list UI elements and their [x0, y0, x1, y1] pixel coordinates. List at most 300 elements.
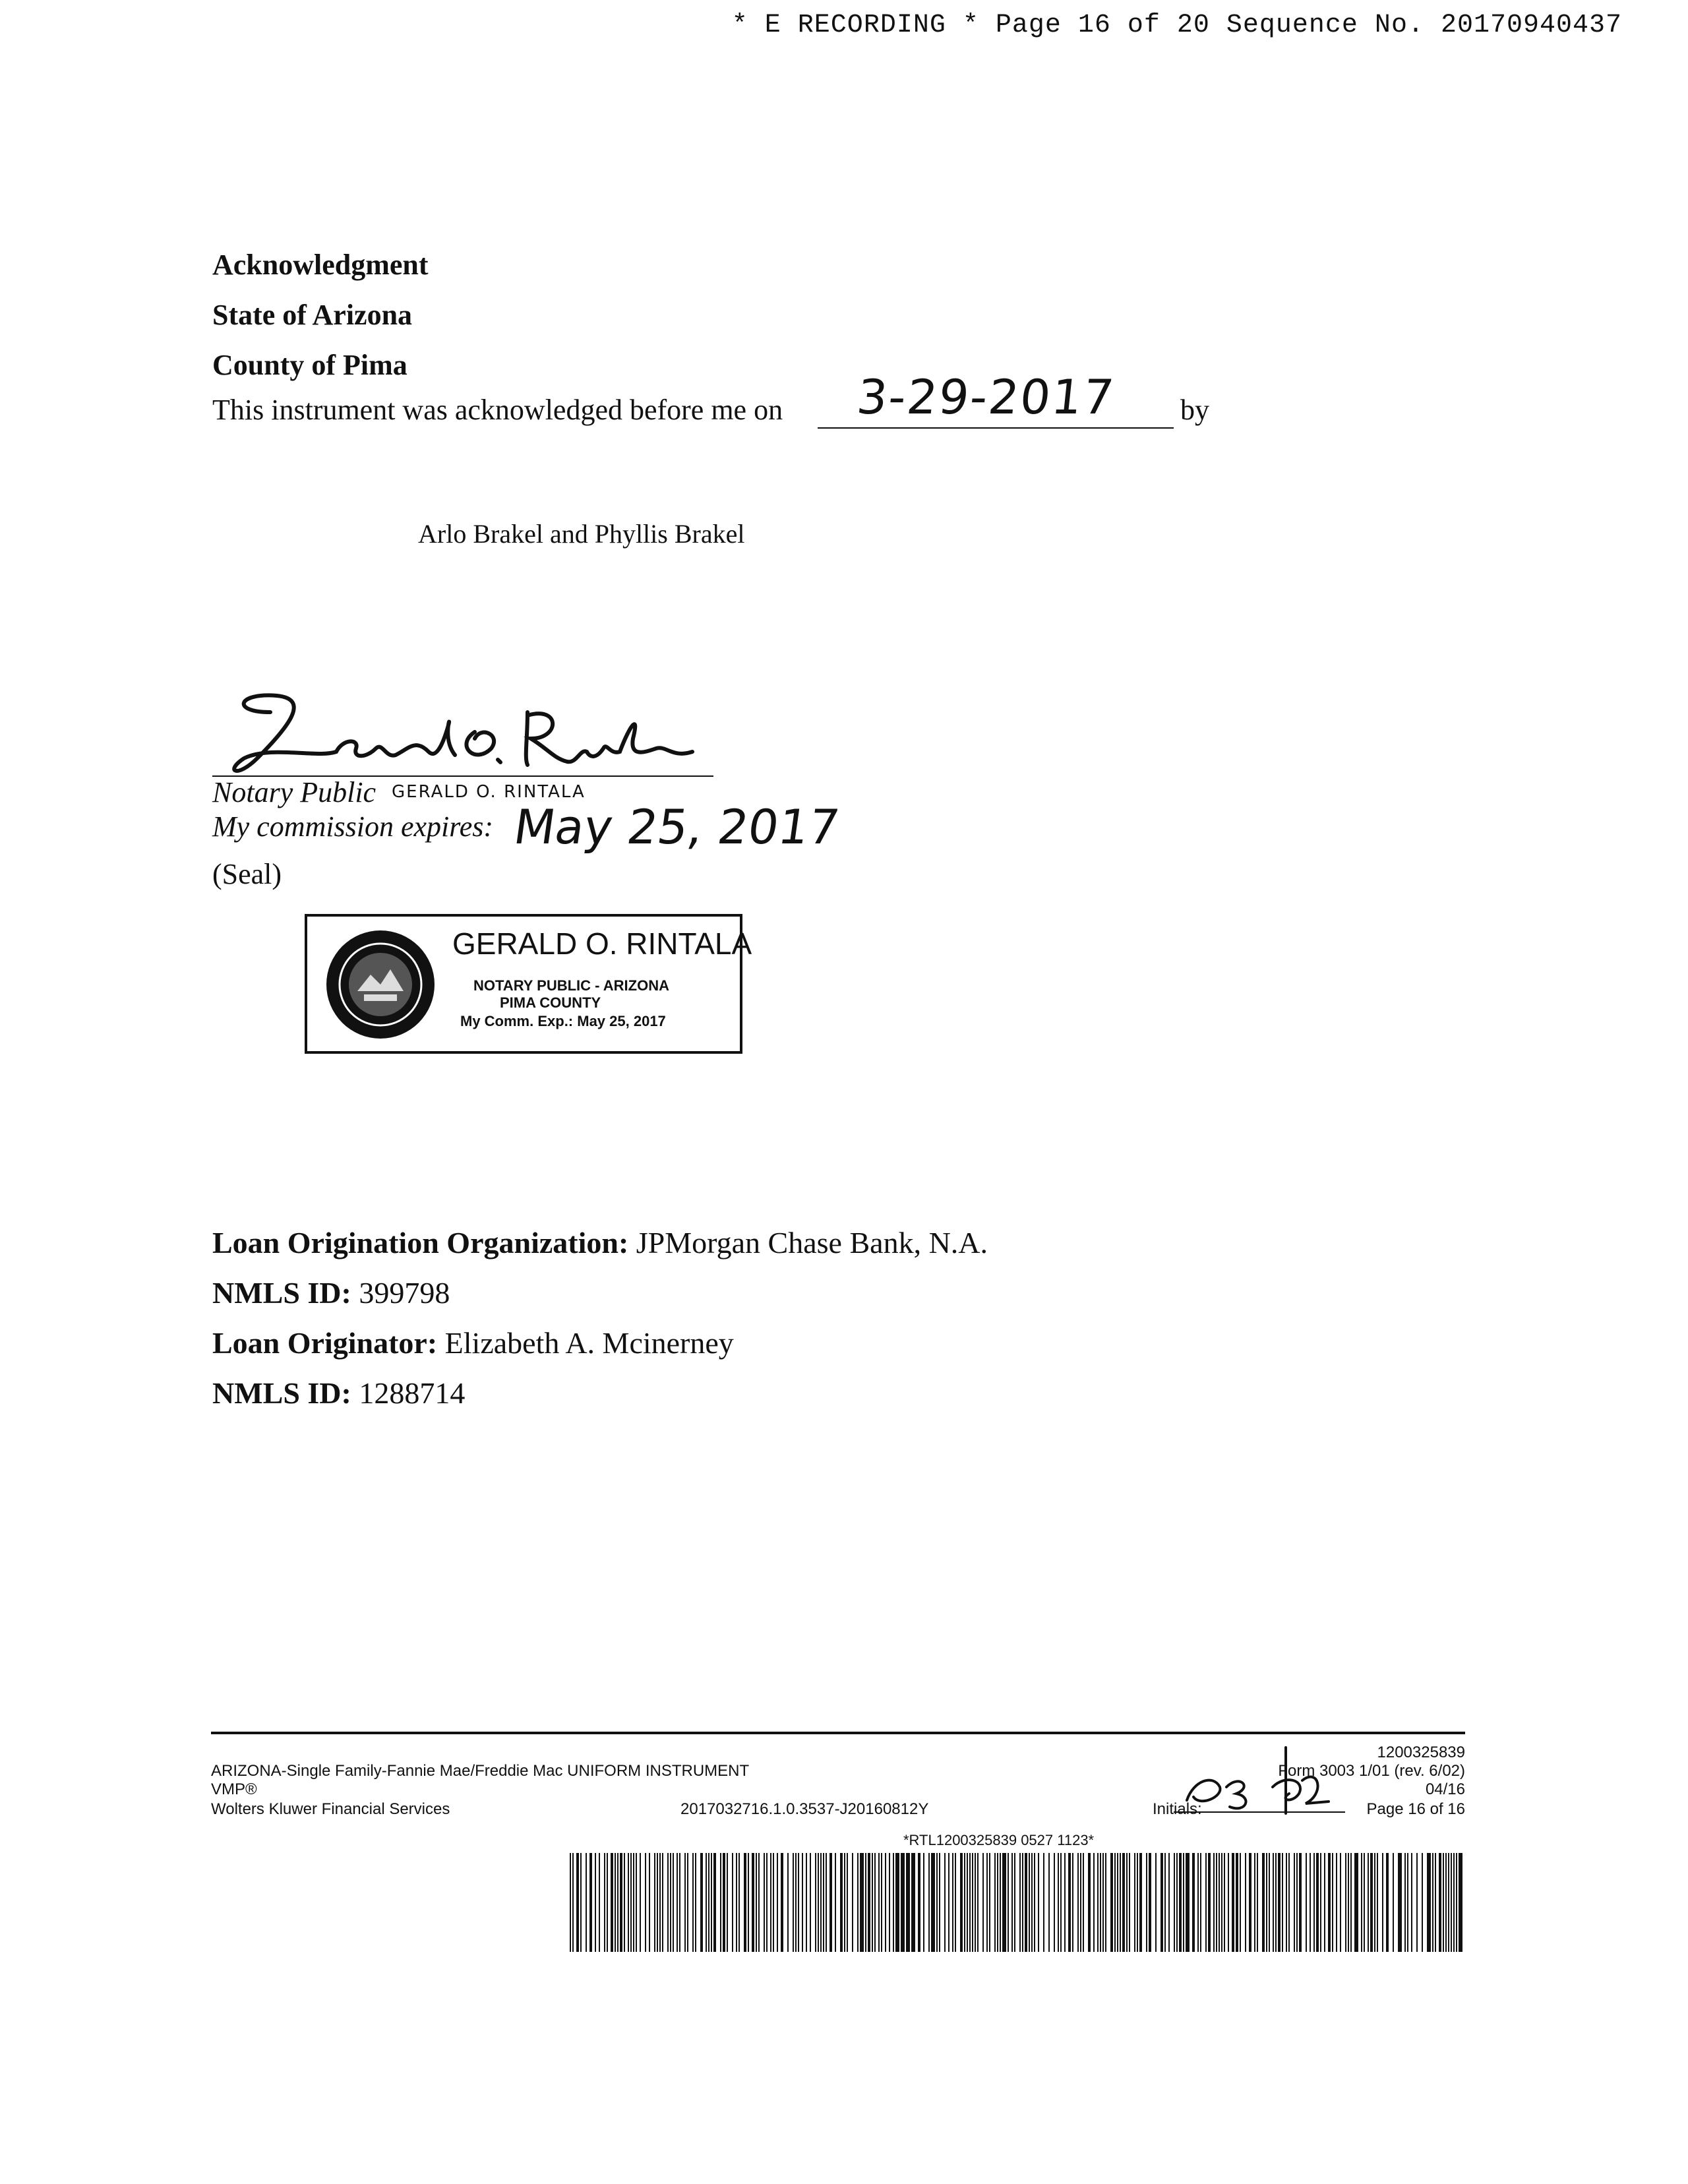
- barcode-bar: [695, 1853, 696, 1952]
- barcode-bar: [1088, 1853, 1089, 1952]
- barcode-bar: [907, 1853, 909, 1952]
- barcode-bar: [1002, 1853, 1004, 1952]
- barcode-bar: [1459, 1853, 1460, 1952]
- barcode-bar: [1254, 1853, 1255, 1952]
- barcode-bar: [909, 1853, 910, 1952]
- footer-revision: 04/16: [1425, 1780, 1465, 1798]
- barcode-bar: [766, 1853, 768, 1952]
- barcode-bar: [860, 1853, 861, 1952]
- barcode-bar: [1129, 1853, 1130, 1952]
- barcode-bar: [1162, 1853, 1163, 1952]
- barcode-bar: [713, 1853, 715, 1952]
- barcode-bar: [1060, 1853, 1062, 1952]
- barcode-bar: [895, 1853, 897, 1952]
- barcode-bar: [1435, 1853, 1436, 1952]
- nmls-label: NMLS ID:: [212, 1276, 351, 1310]
- barcode-bar: [1005, 1853, 1006, 1952]
- barcode-bar: [1164, 1853, 1166, 1952]
- loan-org-value: JPMorgan Chase Bank, N.A.: [636, 1226, 988, 1259]
- barcode-bar: [897, 1853, 898, 1952]
- barcode-bar: [1361, 1853, 1362, 1952]
- barcode-bar: [1205, 1853, 1207, 1952]
- barcode-bar: [1445, 1853, 1447, 1952]
- barcode-bar: [969, 1853, 971, 1952]
- barcode-bar: [902, 1853, 903, 1952]
- barcode-bar: [1141, 1853, 1142, 1952]
- barcode-bar: [1416, 1853, 1418, 1952]
- barcode-bar: [840, 1853, 841, 1952]
- barcode-bar: [913, 1853, 914, 1952]
- barcode-bar: [868, 1853, 869, 1952]
- barcode-bar: [831, 1853, 832, 1952]
- footer-page: Page 16 of 16: [1366, 1800, 1465, 1818]
- barcode-bar: [673, 1853, 674, 1952]
- barcode-bar: [679, 1853, 680, 1952]
- footer-publisher: Wolters Kluwer Financial Services: [211, 1800, 450, 1818]
- barcode-bar: [898, 1853, 899, 1952]
- barcode-bar: [1186, 1853, 1187, 1952]
- barcode-bar: [964, 1853, 965, 1952]
- barcode-bar: [645, 1853, 646, 1952]
- barcode-bar: [934, 1853, 935, 1952]
- barcode-bar: [1137, 1853, 1138, 1952]
- barcode-bar: [901, 1853, 902, 1952]
- barcode-bar: [1124, 1853, 1125, 1952]
- barcode-bar: [847, 1853, 848, 1952]
- barcode-bar: [1014, 1853, 1015, 1952]
- barcode-bar: [1209, 1853, 1211, 1952]
- barcode-bar: [1219, 1853, 1220, 1952]
- barcode-bar: [684, 1853, 686, 1952]
- barcode-bar: [670, 1853, 671, 1952]
- barcode-bar: [1328, 1853, 1329, 1952]
- barcode-bar: [798, 1853, 799, 1952]
- barcode-bar: [745, 1853, 746, 1952]
- barcode-bar: [1180, 1853, 1182, 1952]
- barcode-bar: [874, 1853, 876, 1952]
- footer-loan-number: 1200325839: [1377, 1744, 1465, 1761]
- barcode-bar: [572, 1853, 574, 1952]
- barcode-bar: [932, 1853, 934, 1952]
- barcode-bar: [967, 1853, 968, 1952]
- notary-stamp: [305, 914, 752, 1054]
- barcode-bar: [720, 1853, 721, 1952]
- barcode-bar: [736, 1853, 737, 1952]
- nmls-label: NMLS ID:: [212, 1376, 351, 1410]
- barcode-bar: [1356, 1853, 1357, 1952]
- footer-vmp: VMP®: [211, 1780, 257, 1798]
- barcode-bar: [1262, 1853, 1263, 1952]
- footer-doc-id: 2017032716.1.0.3537-J20160812Y: [680, 1800, 929, 1818]
- barcode-bar: [687, 1853, 688, 1952]
- barcode-bar: [1461, 1853, 1462, 1952]
- barcode-bar: [914, 1853, 915, 1952]
- barcode-bar: [1439, 1853, 1440, 1952]
- barcode-bar: [1299, 1853, 1300, 1952]
- notary-printed-name-handwritten: GERALD O. RINTALA: [392, 782, 586, 802]
- barcode-bar: [667, 1853, 669, 1952]
- barcode-bar: [589, 1853, 591, 1952]
- barcode-bar: [948, 1853, 950, 1952]
- barcode-bar: [1224, 1853, 1225, 1952]
- barcode-bar: [1008, 1853, 1009, 1952]
- barcode-bar: [636, 1853, 637, 1952]
- barcode-bar: [1294, 1853, 1295, 1952]
- barcode-bar: [1026, 1853, 1027, 1952]
- barcode-bar: [1080, 1853, 1081, 1952]
- barcode-bar: [1348, 1853, 1349, 1952]
- barcode-bar: [1100, 1853, 1101, 1952]
- nmls-value: 1288714: [359, 1376, 466, 1410]
- barcode-bar: [677, 1853, 678, 1952]
- org-nmls-id: [212, 1275, 450, 1310]
- barcode-bar: [997, 1853, 998, 1952]
- barcode-bar: [906, 1853, 907, 1952]
- barcode-bar: [1320, 1853, 1321, 1952]
- barcode-bar: [1386, 1853, 1387, 1952]
- barcode-bar: [1004, 1853, 1005, 1952]
- loan-originator: [212, 1325, 734, 1360]
- barcode-bar: [1399, 1853, 1401, 1952]
- barcode-bar: [1228, 1853, 1229, 1952]
- barcode-bar: [1273, 1853, 1274, 1952]
- barcode-bar: [1401, 1853, 1402, 1952]
- barcode-bar: [1377, 1853, 1378, 1952]
- barcode-bar: [1038, 1853, 1039, 1952]
- barcode-bar: [787, 1853, 789, 1952]
- barcode-bar: [1168, 1853, 1170, 1952]
- barcode-bar: [823, 1853, 824, 1952]
- barcode-bar: [692, 1853, 694, 1952]
- stamp-expiration: My Comm. Exp.: May 25, 2017: [460, 1013, 666, 1029]
- barcode-bar: [1117, 1853, 1118, 1952]
- barcode-bar: [919, 1853, 920, 1952]
- barcode-bar: [612, 1853, 613, 1952]
- barcode-bar: [1213, 1853, 1215, 1952]
- barcode-bar: [607, 1853, 608, 1952]
- barcode-bar: [1453, 1853, 1455, 1952]
- barcode-bar: [578, 1853, 579, 1952]
- barcode-bar: [918, 1853, 919, 1952]
- barcode-bar: [1317, 1853, 1319, 1952]
- barcode-bar: [861, 1853, 862, 1952]
- barcode-bar: [1058, 1853, 1059, 1952]
- barcode-bar: [806, 1853, 807, 1952]
- barcode-bar: [1183, 1853, 1184, 1952]
- barcode-bar: [1316, 1853, 1317, 1952]
- barcode-bar: [624, 1853, 625, 1952]
- barcode-bar: [1221, 1853, 1222, 1952]
- barcode-bar: [1097, 1853, 1099, 1952]
- barcode-bar: [1368, 1853, 1369, 1952]
- barcode-bar: [1382, 1853, 1383, 1952]
- barcode-bar: [1288, 1853, 1290, 1952]
- loan-org-label: Loan Origination Organization:: [212, 1226, 629, 1259]
- date-underline: [818, 427, 1174, 429]
- barcode-bar: [1250, 1853, 1251, 1952]
- barcode-bar: [1089, 1853, 1091, 1952]
- barcode-bar: [715, 1853, 716, 1952]
- barcode-bar: [700, 1853, 702, 1952]
- barcode-bar: [872, 1853, 873, 1952]
- barcode-bar: [1048, 1853, 1050, 1952]
- barcode-bar: [1240, 1853, 1241, 1952]
- barcode-bar: [862, 1853, 864, 1952]
- barcode-bar: [818, 1853, 819, 1952]
- barcode-bar: [1029, 1853, 1030, 1952]
- barcode-bar: [1432, 1853, 1433, 1952]
- barcode-bar: [1179, 1853, 1180, 1952]
- barcode-bar: [1064, 1853, 1066, 1952]
- notary-public-label: Notary Public: [212, 776, 377, 808]
- barcode-bar: [936, 1853, 938, 1952]
- barcode-bar: [1054, 1853, 1055, 1952]
- state-seal-icon: [324, 928, 437, 1041]
- barcode-bar: [1112, 1853, 1113, 1952]
- barcode-bar: [1237, 1853, 1238, 1952]
- barcode-bar: [1174, 1853, 1175, 1952]
- footer-rule: [211, 1732, 1465, 1734]
- barcode-bar: [1263, 1853, 1265, 1952]
- barcode-bar: [1000, 1853, 1001, 1952]
- barcode-bar: [869, 1853, 870, 1952]
- barcode-bar: [1068, 1853, 1070, 1952]
- barcode-bar: [1407, 1853, 1408, 1952]
- barcode-bar: [1398, 1853, 1399, 1952]
- stamp-notary-name: GERALD O. RINTALA: [452, 926, 752, 961]
- barcode-bar: [744, 1853, 745, 1952]
- barcode-bar: [781, 1853, 782, 1952]
- barcode-bar: [955, 1853, 956, 1952]
- barcode-bar: [1340, 1853, 1341, 1952]
- barcode-bar: [1286, 1853, 1287, 1952]
- barcode-bar: [617, 1853, 618, 1952]
- barcode-bar: [878, 1853, 880, 1952]
- barcode-bar: [1249, 1853, 1250, 1952]
- seal-label: (Seal): [212, 858, 282, 890]
- barcode-bar: [1077, 1853, 1079, 1952]
- barcode-bar: [1146, 1853, 1147, 1952]
- barcode-bar: [1306, 1853, 1307, 1952]
- barcode-bar: [994, 1853, 996, 1952]
- barcode-bar: [1110, 1853, 1112, 1952]
- barcode-bar: [1324, 1853, 1325, 1952]
- barcode-bar: [1357, 1853, 1358, 1952]
- barcode-bar: [1232, 1853, 1233, 1952]
- barcode-bar: [1350, 1853, 1352, 1952]
- barcode-bar: [1393, 1853, 1394, 1952]
- barcode-bar: [865, 1853, 866, 1952]
- barcode-bar: [1216, 1853, 1217, 1952]
- barcode-bar: [1279, 1853, 1281, 1952]
- barcode-bar: [852, 1853, 853, 1952]
- barcode-bar: [1193, 1853, 1195, 1952]
- barcode-bar: [793, 1853, 794, 1952]
- barcode-bar: [977, 1853, 979, 1952]
- barcode-bar: [595, 1853, 596, 1952]
- barcode-bar: [881, 1853, 882, 1952]
- barcode-bar: [939, 1853, 940, 1952]
- notary-signature: [218, 686, 719, 785]
- barcode-bar: [1448, 1853, 1449, 1952]
- barcode-bar: [570, 1853, 571, 1952]
- state-heading: State of Arizona: [212, 299, 413, 331]
- handwritten-acknowledgment-date: 3-29-2017: [854, 369, 1118, 425]
- barcode-bar: [885, 1853, 886, 1952]
- barcode-bar: [795, 1853, 797, 1952]
- barcode-bar: [857, 1853, 859, 1952]
- originator-value: Elizabeth A. Mcinerney: [444, 1326, 734, 1360]
- barcode-bar: [1126, 1853, 1128, 1952]
- barcode-bar: [753, 1853, 754, 1952]
- barcode-bar: [1364, 1853, 1365, 1952]
- barcode-bar: [782, 1853, 783, 1952]
- barcode-bar: [633, 1853, 634, 1952]
- barcode-bar: [649, 1853, 650, 1952]
- barcode-bar: [659, 1853, 661, 1952]
- barcode-bar: [1197, 1853, 1199, 1952]
- barcode-bar: [1329, 1853, 1331, 1952]
- barcode-bar: [706, 1853, 707, 1952]
- barcode-bar: [628, 1853, 629, 1952]
- barcode-bar: [576, 1853, 578, 1952]
- barcode-bar: [989, 1853, 990, 1952]
- barcode-bar: [903, 1853, 905, 1952]
- barcode-bar: [972, 1853, 973, 1952]
- barcode-bar: [1031, 1853, 1033, 1952]
- barcode-bar: [1139, 1853, 1141, 1952]
- barcode-bar: [1430, 1853, 1431, 1952]
- barcode-bar: [1296, 1853, 1298, 1952]
- barcode-bar: [802, 1853, 803, 1952]
- barcode-bar: [630, 1853, 632, 1952]
- barcode-bar: [1310, 1853, 1311, 1952]
- barcode-bar: [604, 1853, 605, 1952]
- acknowledgment-title: Acknowledgment: [212, 249, 429, 281]
- barcode-bar: [1160, 1853, 1162, 1952]
- handwritten-initials: [1174, 1741, 1345, 1820]
- footer-initials-label: Initials:: [1153, 1800, 1202, 1818]
- barcode: [570, 1853, 1464, 1952]
- barcode-bar: [708, 1853, 709, 1952]
- barcode-bar: [1070, 1853, 1071, 1952]
- barcode-bar: [1370, 1853, 1372, 1952]
- barcode-bar: [1404, 1853, 1406, 1952]
- barcode-bar: [1192, 1853, 1193, 1952]
- barcode-bar: [748, 1853, 749, 1952]
- barcode-bar: [1300, 1853, 1302, 1952]
- stamp-county: PIMA COUNTY: [500, 994, 601, 1011]
- barcode-bar: [1282, 1853, 1283, 1952]
- barcode-bar: [1034, 1853, 1035, 1952]
- barcode-bar: [928, 1853, 930, 1952]
- barcode-bar: [657, 1853, 658, 1952]
- barcode-bar: [889, 1853, 890, 1952]
- barcode-bar: [1275, 1853, 1277, 1952]
- barcode-bar: [1427, 1853, 1428, 1952]
- barcode-bar: [893, 1853, 894, 1952]
- barcode-bar: [1257, 1853, 1258, 1952]
- barcode-bar: [1105, 1853, 1106, 1952]
- handwritten-commission-date: May 25, 2017: [510, 799, 843, 855]
- barcode-bar: [1313, 1853, 1315, 1952]
- barcode-bar: [961, 1853, 963, 1952]
- barcode-bar: [620, 1853, 621, 1952]
- barcode-bar: [640, 1853, 641, 1952]
- barcode-bar: [815, 1853, 816, 1952]
- barcode-bar: [1122, 1853, 1124, 1952]
- barcode-bar: [1236, 1853, 1237, 1952]
- barcode-bar: [960, 1853, 961, 1952]
- barcode-bar: [1387, 1853, 1389, 1952]
- barcode-bar: [723, 1853, 724, 1952]
- barcode-bar: [1372, 1853, 1373, 1952]
- barcode-bar: [982, 1853, 984, 1952]
- barcode-bar: [1411, 1853, 1412, 1952]
- barcode-bar: [777, 1853, 778, 1952]
- barcode-bar: [1043, 1853, 1044, 1952]
- barcode-bar: [732, 1853, 733, 1952]
- barcode-bar: [756, 1853, 757, 1952]
- recording-header: * E RECORDING * Page 16 of 20 Sequence No. 20170940437: [731, 11, 1622, 40]
- barcode-bar: [944, 1853, 946, 1952]
- footer-instrument: ARIZONA-Single Family-Fannie Mae/Freddie Mac UNIFORM INSTRUMENT: [211, 1762, 750, 1780]
- barcode-bar: [752, 1853, 753, 1952]
- originator-nmls-id: [212, 1376, 465, 1410]
- barcode-bar: [1025, 1853, 1026, 1952]
- barcode-bar: [841, 1853, 843, 1952]
- barcode-bar: [1233, 1853, 1234, 1952]
- barcode-bar: [1120, 1853, 1121, 1952]
- barcode-bar: [1269, 1853, 1270, 1952]
- barcode-bar: [1155, 1853, 1157, 1952]
- barcode-bar: [1176, 1853, 1178, 1952]
- barcode-bar: [1345, 1853, 1346, 1952]
- barcode-bar: [1440, 1853, 1441, 1952]
- barcode-bar: [727, 1853, 728, 1952]
- stamp-title: NOTARY PUBLIC - ARIZONA: [473, 977, 669, 994]
- barcode-bar: [1245, 1853, 1246, 1952]
- barcode-bar: [1451, 1853, 1452, 1952]
- barcode-bar: [835, 1853, 836, 1952]
- barcode-bar: [1208, 1853, 1209, 1952]
- acknowledger-names: Arlo Brakel and Phyllis Brakel: [418, 519, 745, 549]
- barcode-bar: [764, 1853, 765, 1952]
- barcode-bar: [844, 1853, 845, 1952]
- barcode-bar: [724, 1853, 725, 1952]
- barcode-bar: [1187, 1853, 1188, 1952]
- nmls-value: 399798: [359, 1276, 450, 1310]
- barcode-bar: [1374, 1853, 1375, 1952]
- barcode-bar: [1150, 1853, 1151, 1952]
- barcode-bar: [1072, 1853, 1073, 1952]
- barcode-bar: [654, 1853, 655, 1952]
- barcode-bar: [911, 1853, 913, 1952]
- barcode-bar: [615, 1853, 616, 1952]
- loan-origination-organization: [212, 1225, 988, 1260]
- barcode-bar: [952, 1853, 953, 1952]
- barcode-bar: [1278, 1853, 1279, 1952]
- barcode-bar: [1093, 1853, 1095, 1952]
- barcode-bar: [923, 1853, 924, 1952]
- barcode-bar: [770, 1853, 771, 1952]
- barcode-bar: [1188, 1853, 1190, 1952]
- barcode-bar: [662, 1853, 663, 1952]
- barcode-bar: [611, 1853, 612, 1952]
- originator-label: Loan Originator:: [212, 1326, 438, 1360]
- barcode-bar: [1200, 1853, 1201, 1952]
- barcode-bar: [1266, 1853, 1267, 1952]
